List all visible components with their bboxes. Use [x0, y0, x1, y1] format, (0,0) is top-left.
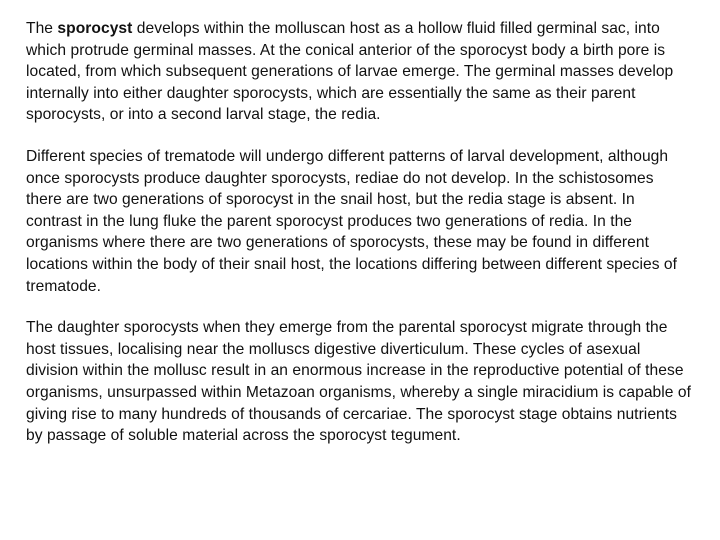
term-sporocyst: sporocyst: [57, 20, 133, 37]
paragraph-lead-text: The: [26, 20, 58, 37]
paragraph-body-text: develops within the molluscan host as a hollow fluid filled germinal sac, into which protrude germinal masses. At the conical anterior of the sporocyst body a birth pore is located, from which subsequent generations of larvae emerge. The germinal masses develop internally into either daughter sporocysts, which are essentially the same as their parent sporocysts, or into a second larval stage, the redia.: [26, 20, 674, 124]
document-page: [26, 18, 692, 447]
paragraph-larval-patterns: Different species of trematode will undergo different patterns of larval development, although once sporocysts produce daughter sporocysts, rediae do not develop. In the schistosomes there are two generations of sporocyst in the snail host, but the redia stage is absent. In contrast in the lung fluke the parent sporocyst produces two generations of redia. In the organisms where there are two generations of sporocysts, these may be found in different locations within the body of their snail host, the locations differing between different species of trematode.: [26, 147, 678, 295]
paragraph-sporocyst-development: [26, 18, 692, 126]
paragraph-daughter-sporocysts: The daughter sporocysts when they emerge from the parental sporocyst migrate through the host tissues, localising near the molluscs digestive diverticulum. These cycles of asexual division within the mollusc result in an enormous increase in the reproductive potential of these organisms, unsurpassed within Metazoan organisms, whereby a single miracidium is capable of giving rise to many hundreds of thousands of cercariae. The sporocyst stage obtains nutrients by passage of soluble material across the sporocyst tegument.: [26, 319, 691, 445]
